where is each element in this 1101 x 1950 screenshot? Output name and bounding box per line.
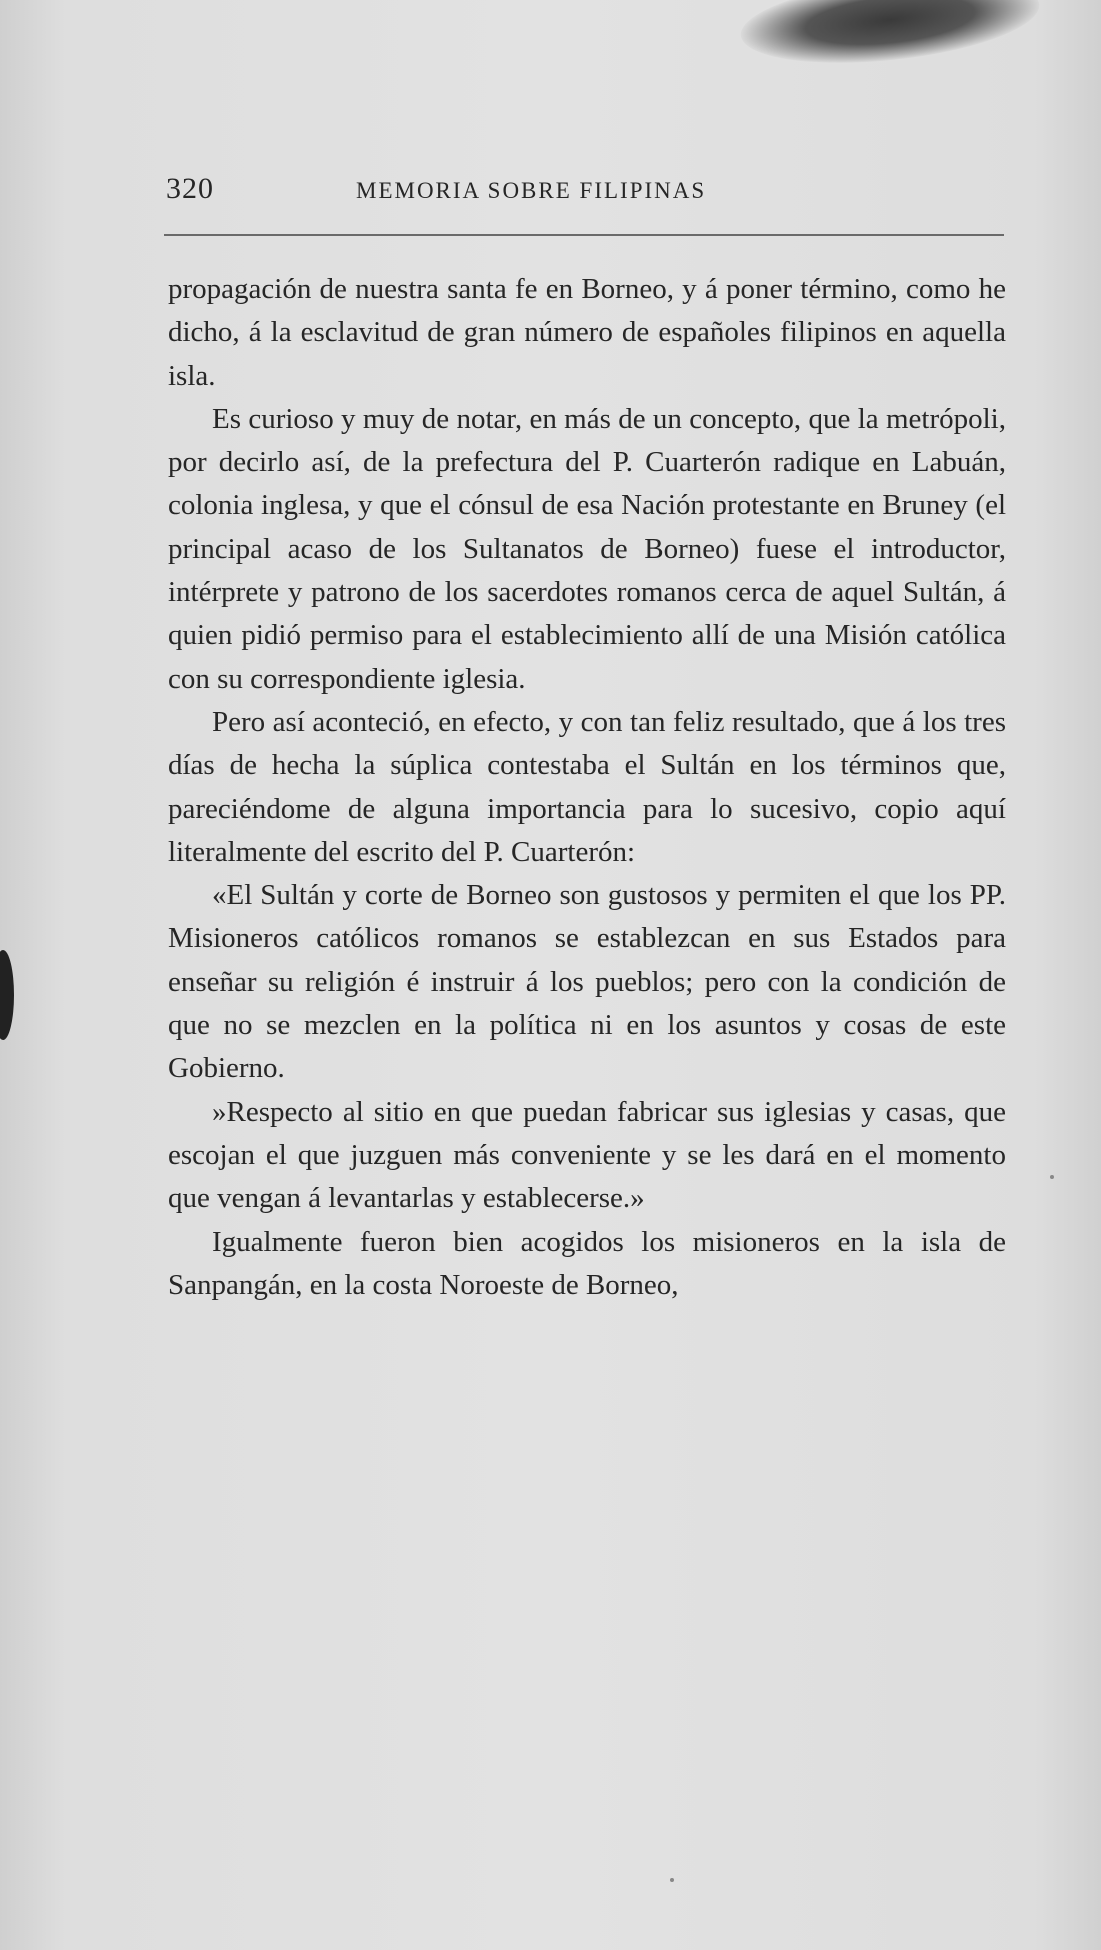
body-text [168, 268, 1006, 1307]
paragraph-4: Igualmente fueron bien acogidos los misioneros en la isla de Sanpangán, en la costa Noroeste de Borneo, [168, 1225, 1006, 1301]
paragraph-1: propagación de nuestra santa fe en Borneo, y á poner término, como he dicho, á la esclavitud de gran número de españoles filipinos en aquella isla. [168, 273, 1006, 392]
binding-mark [0, 950, 14, 1040]
speck [1050, 1175, 1054, 1179]
running-title: MEMORIA SOBRE FILIPINAS [356, 178, 707, 203]
quote-paragraph-2: »Respecto al sitio en que puedan fabricar sus iglesias y casas, que escojan el que juzguen más conveniente y se les dará en el momento que vengan á levantarlas y establecerse.» [168, 1095, 1006, 1215]
paragraph-3: Pero así aconteció, en efecto, y con tan feliz resultado, que á los tres días de hecha la súplica contestaba el Sultán en los términos que, pareciéndome de alguna importancia para lo sucesivo, copio aquí literalmente del escrito del P. Cuarterón: [168, 705, 1006, 868]
paragraph-2: Es curioso y muy de notar, en más de un concepto, que la metrópoli, por decirlo así, de la prefectura del P. Cuarterón radique en Labuán, colonia inglesa, y que el cónsul de esa Nación protestante en Bruney (el principal acaso de los Sultanatos de Borneo) fuese el introductor, intérprete y patrono de los sacerdotes romanos cerca de aquel Sultán, á quien pidió permiso para el establecimiento allí de una Misión católica con su correspondiente iglesia. [168, 402, 1006, 695]
page-stain [737, 0, 1044, 75]
quote-paragraph-1: «El Sultán y corte de Borneo son gustosos y permiten el que los PP. Misioneros católicos romanos se establezcan en sus Estados para enseñar su religión é instruir á los pueblos; pero con la condición de que no se mezclen en la política ni en los asuntos y cosas de este Gobierno. [168, 879, 1006, 1085]
header-rule [164, 234, 1004, 236]
speck [670, 1878, 674, 1882]
page-number: 320 [166, 172, 214, 205]
page-header [166, 172, 1002, 212]
